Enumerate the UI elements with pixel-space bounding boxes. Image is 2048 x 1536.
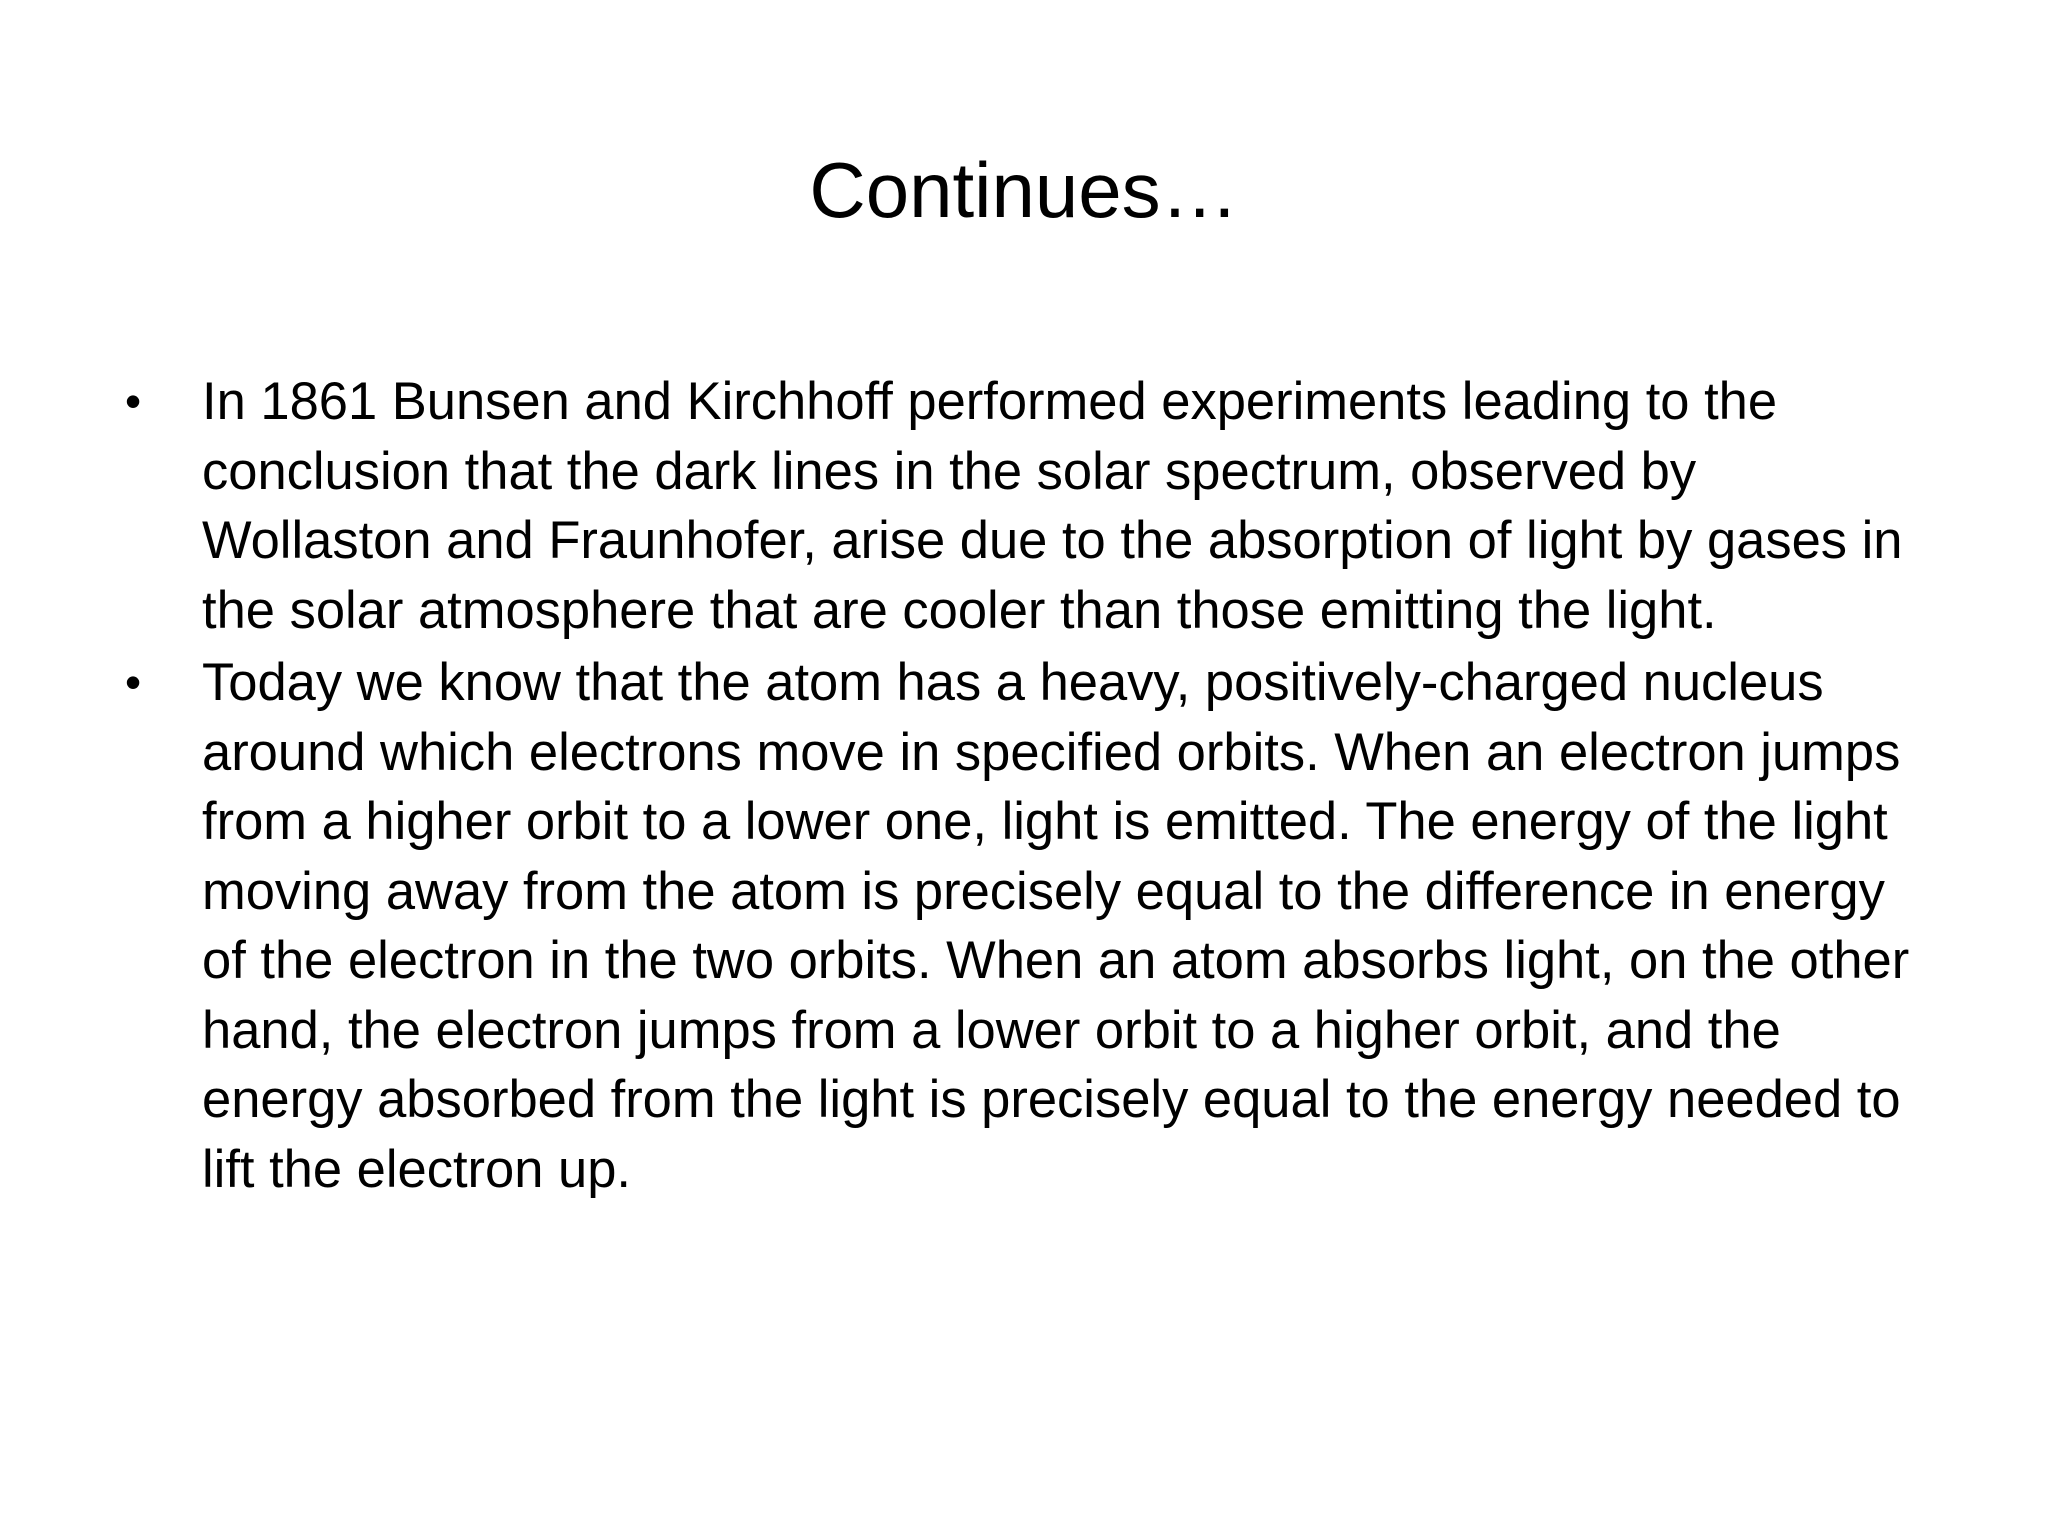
slide-title: Continues… bbox=[809, 146, 1239, 234]
bullet-item bbox=[120, 367, 1940, 645]
bullet-point-icon: • bbox=[125, 375, 142, 427]
bullet-list bbox=[120, 367, 1940, 1207]
bullet-text: In 1861 Bunsen and Kirchhoff performed experiments leading to the conclusion that the dark lines in the solar spectrum, observed by Wollaston and Fraunhofer, arise due to the absorption of light by gases in the solar atmosphere that are cooler than those emitting the light. bbox=[202, 372, 1903, 640]
bullet-text: Today we know that the atom has a heavy, positively-charged nucleus around which electrons move in specified orbits. When an electron jumps from a higher orbit to a lower one, light is emitted. The energy of the light moving away from the atom is precisely equal to the difference in energy of the electron in the two orbits. When an atom absorbs light, on the other hand, the electron jumps from a lower orbit to a higher orbit, and the energy absorbed from the light is precisely equal to the energy needed to lift the electron up. bbox=[202, 653, 1910, 1199]
bullet-item bbox=[120, 648, 1940, 1204]
bullet-point-icon: • bbox=[125, 656, 142, 708]
